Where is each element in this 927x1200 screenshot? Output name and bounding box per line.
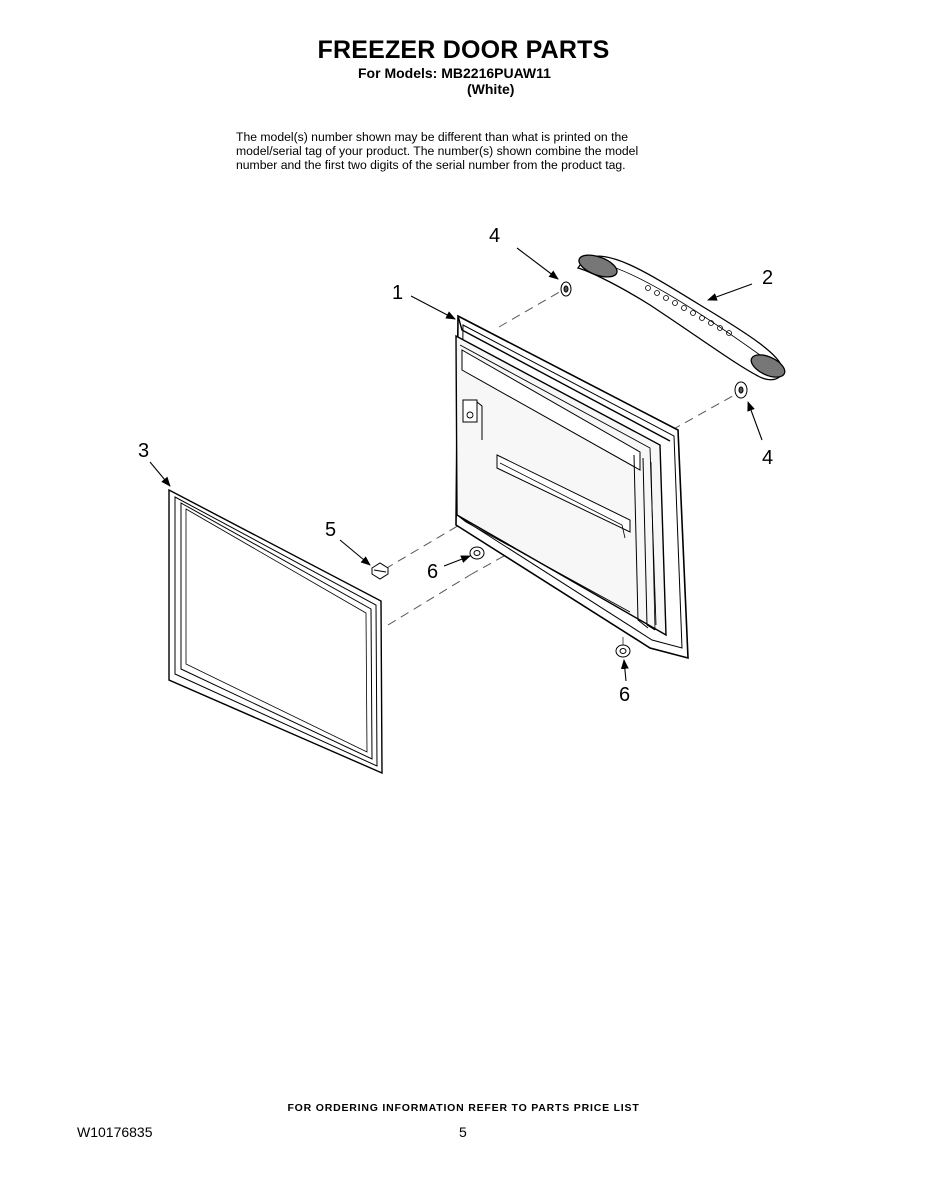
callout-plug-bottom: 6 bbox=[619, 684, 631, 706]
callout-door: 1 bbox=[392, 282, 404, 304]
callout-handle: 2 bbox=[762, 267, 774, 289]
door-screw bbox=[372, 563, 388, 579]
hole-plug-left bbox=[470, 547, 484, 559]
callout-gasket: 3 bbox=[138, 440, 150, 462]
callout-plug-left: 6 bbox=[427, 561, 439, 583]
ordering-info: FOR ORDERING INFORMATION REFER TO PARTS PRICE LIST bbox=[287, 1102, 640, 1114]
callout-handle-screw-right: 4 bbox=[762, 447, 774, 469]
page-title: FREEZER DOOR PARTS bbox=[317, 36, 610, 64]
door-handle bbox=[576, 251, 788, 382]
freezer-door bbox=[456, 316, 688, 658]
document-number: W10176835 bbox=[77, 1124, 153, 1140]
callout-handle-screw-top: 4 bbox=[489, 225, 501, 247]
note-line-1: The model(s) number shown may be different than what is printed on the bbox=[236, 130, 629, 144]
note-line-2: model/serial tag of your product. The number(s) shown combine the model bbox=[236, 144, 639, 158]
handle-screw-top bbox=[561, 282, 571, 296]
models-line: For Models: MB2216PUAW11 bbox=[358, 65, 551, 81]
hole-plug-bottom bbox=[616, 645, 630, 657]
color-line: (White) bbox=[467, 81, 515, 97]
note-line-3: number and the first two digits of the serial number from the product tag. bbox=[236, 158, 626, 172]
callout-screw: 5 bbox=[325, 519, 337, 541]
handle-screw-right bbox=[735, 382, 747, 398]
page-number: 5 bbox=[459, 1124, 467, 1140]
door-gasket bbox=[169, 490, 382, 773]
